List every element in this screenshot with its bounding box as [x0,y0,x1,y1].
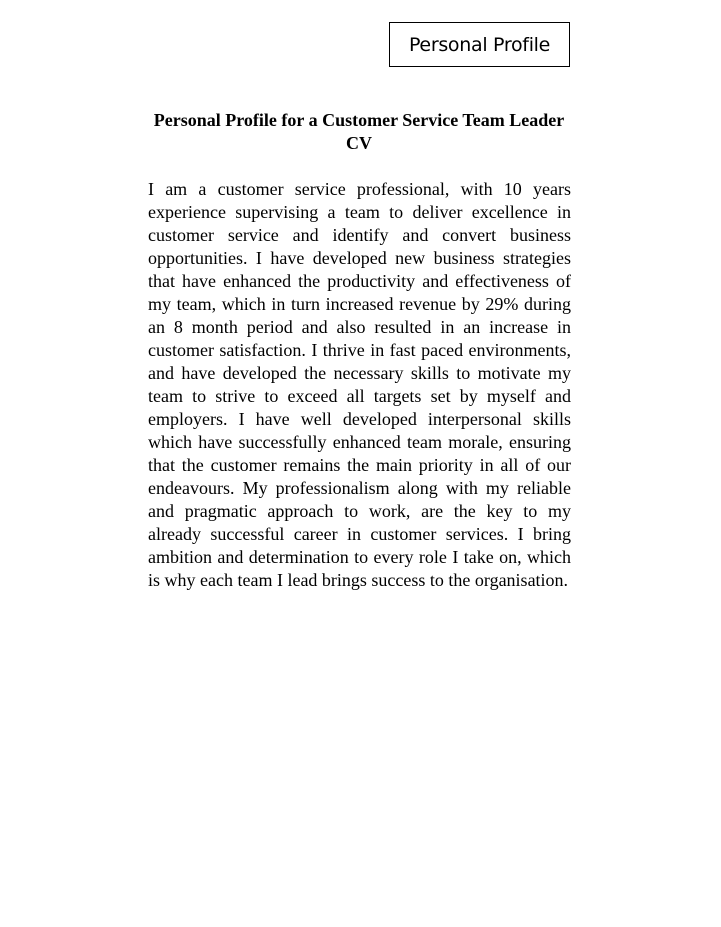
tag-label: Personal Profile [408,33,551,56]
document-title: Personal Profile for a Customer Service Team Leader CV [153,110,565,153]
profile-paragraph: I am a customer service professional, with 10 years experience supervising a team to deliver excellence in customer service and identify and convert business opportunities. I have developed new business strategies that have enhanced the productivity and effectiveness of my team, which in turn increased revenue by 29% during an 8 month period and also resulted in an increase in customer satisfaction. I thrive in fast paced environments, and have developed the necessary skills to motivate my team to strive to exceed all targets set by myself and employers. I have well developed interpersonal skills which have successfully enhanced team morale, ensuring that the customer remains the main priority in all of our endeavours. My professionalism along with my reliable and pragmatic approach to work, are the key to my already successful career in customer services. I bring ambition and determination to every role I take on, which is why each team I lead brings success to the organisation. [148,179,571,590]
personal-profile-tag [389,22,570,67]
